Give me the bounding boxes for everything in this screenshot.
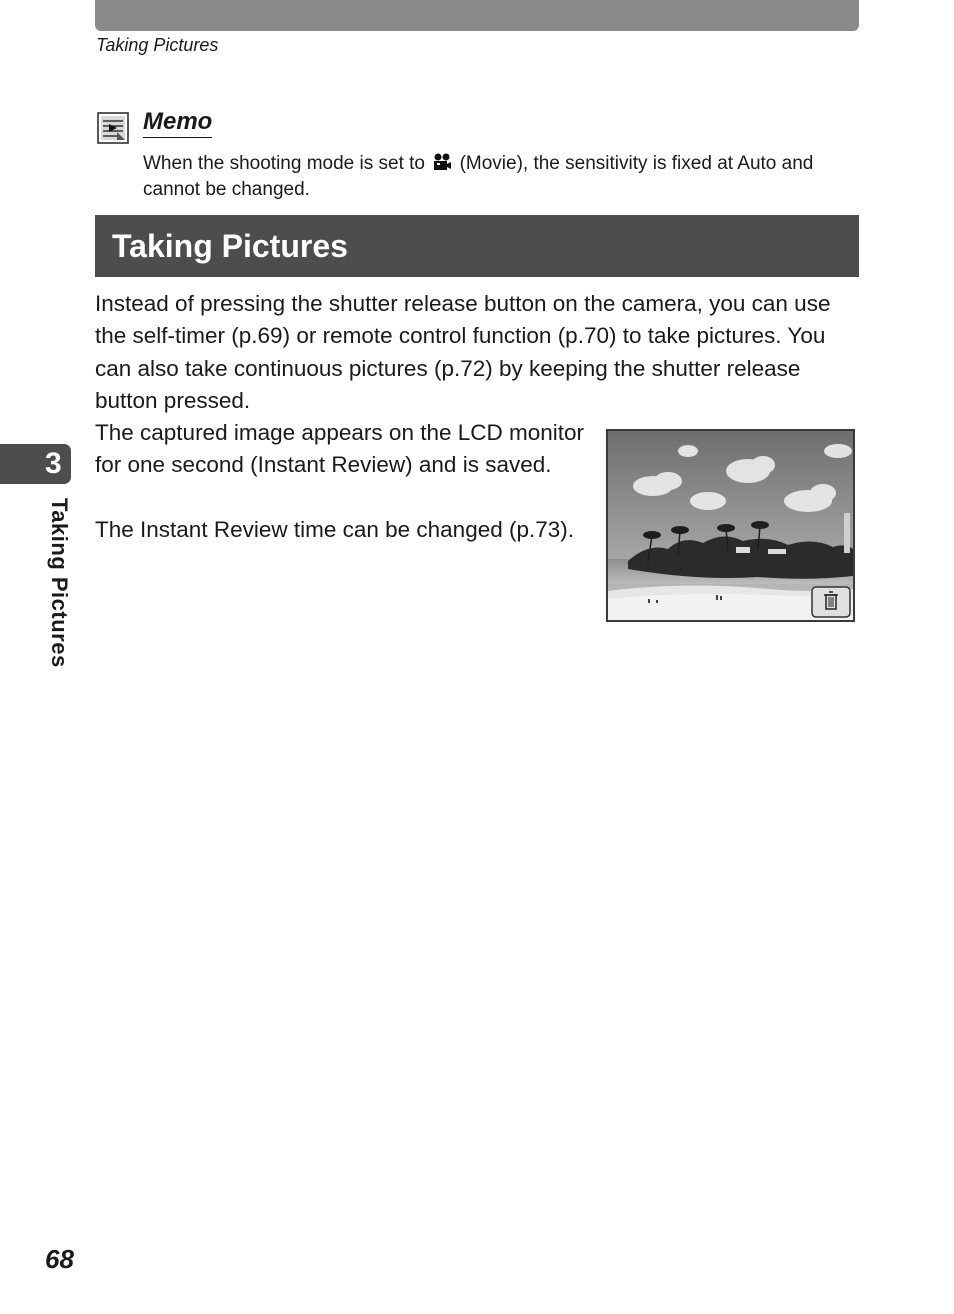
section-title: Taking Pictures [112,228,348,264]
trash-icon [811,586,851,618]
memo-text-end: (Movie), the sensitivity is fixed at Auto and cannot be changed. [143,153,814,200]
body-paragraph-3: The Instant Review time can be changed (p.73). [95,517,575,542]
memo-icon [97,112,129,144]
header-bar [95,0,859,31]
memo-text-start: When the shooting mode is set to [143,153,425,174]
chapter-number: 3 [45,447,62,480]
section-banner [95,215,859,277]
movie-camera-icon [432,153,452,171]
chapter-label: Taking Pictures [47,498,72,668]
lcd-preview [606,429,855,622]
memo-title: Memo [143,108,212,138]
body-paragraph-2: The captured image appears on the LCD monitor for one second (Instant Review) and is saved. [95,420,585,478]
chapter-tab [0,444,71,484]
body-paragraph-1: Instead of pressing the shutter release button on the camera, you can use the self-timer (p.69) or remote control function (p.70) to take pictures. You can also take continuous pictures (p.72) by keeping the shutter release button pressed. [95,291,831,414]
page-number: 68 [45,1244,74,1274]
memo-text [143,151,853,203]
running-header: Taking Pictures [96,35,219,55]
